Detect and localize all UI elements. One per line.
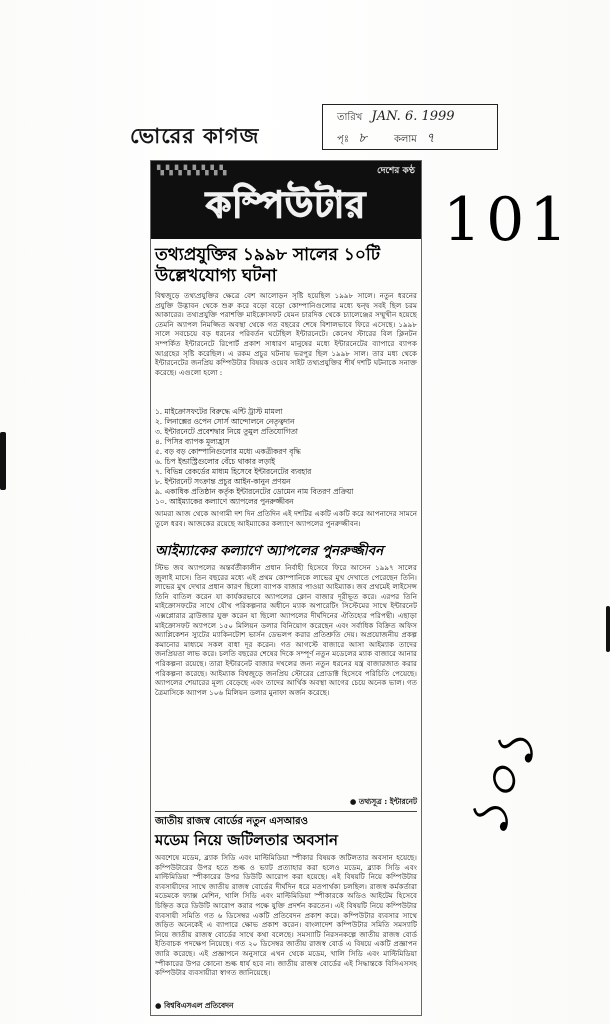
article3-kicker: জাতীয় রাজস্ব বোর্ডের নতুন এসআরও [155, 816, 309, 827]
archive-stamp [322, 104, 498, 150]
stamp-date-row [337, 109, 455, 127]
stamp-column-value: ৭ [426, 131, 435, 146]
list-item: ৬. চিপ ইন্ডাস্ট্রিগুলোর বেঁচে থাকার লড়াই [155, 457, 276, 466]
list-item: ৩. ইন্টারনেটে প্রবেশদ্বার নিয়ে তুমুল প্রতিযোগিতা [155, 427, 298, 436]
stamp-page-value: ৮ [358, 131, 367, 146]
handwritten-archive-number-bengali: ১০১ [453, 721, 552, 846]
article1-outro: আমরা আজ থেকে আগামী দশ দিন প্রতিদিন এই দশটির একটি একটি করে আপনাদের সামনে তুলে ধরব। আজকের রয়েছে আইম্যাকের কল্যাণে অ্যাপলের পুনরুজ্জীবন। [155, 509, 417, 528]
article2-source: ● তথ্যসূত্র : ইন্টারনেট [349, 797, 417, 806]
newspaper-name: ভোরের কাগজ [130, 123, 260, 148]
list-item: ৪. পিসির ব্যাপক মূল্যহ্রাস [155, 437, 230, 446]
list-item: ১. মাইক্রোসফটের বিরুদ্ধে এন্টি ট্রাস্ট মামলা [155, 407, 283, 416]
article1-headline: তথ্যপ্রযুক্তির ১৯৯৮ সালের ১০টি উল্লেখযোগ্য ঘটনা [155, 245, 381, 286]
stamp-page-label: পৃঃ [337, 134, 350, 145]
stamp-page-row [337, 129, 434, 150]
article1-intro: বিশ্বজুড়ে তথ্যপ্রযুক্তির ক্ষেত্রে বেশ আলোড়ন সৃষ্টি হয়েছিল ১৯৯৮ সালে। নতুন ধরনের প্রযুক্তি উদ্ভাবন থেকে শুরু করে বড়ো বড়ো কোম্পানিগুলোর মধ্যে দ্বন্দ্ব সবই ছিল চরম আকারের। তথ্যপ্রযুক্তি পরাশক্তি মাইক্রোসফট যেমন চারদিক থেকে চ্যালেঞ্জের সম্মুখীন হয়েছে তেমনি অ্যাপল নিমজ্জিত অবস্থা থেকে গত বছরের শেষে বিশালভাবে ফিরে এসেছে। ১৯৯৮ সালে সবচেয়ে বড় ধরনের পরিবর্তন ঘটেছিল ইন্টারনেটে। কেনেথ স্টারের বিল ক্লিনটন সম্পর্কিত ইন্টারনেটে রিপোর্ট প্রকাশ সাধারণ মানুষের মধ্যে ইন্টারনেটের ব্যাপারে ব্যাপক আগ্রহের সৃষ্টি করেছিল। এ রকম প্রচুর ঘটনায় ভরপুর ছিল ১৯৯৮ সাল। তার মধ্য থেকে ইন্টারনেটের জনপ্রিয় কম্পিউটার বিষয়ক ওয়েব সাইট তথ্যপ্রযুক্তির শীর্ষ দশটি ঘটনাকে সনাক্ত করেছে। এগুলো হলো : [155, 291, 417, 377]
binding-mark-right [606, 606, 610, 652]
article-clipping [150, 160, 422, 1016]
list-item: ৫. বড় বড় কোম্পানিগুলোর মধ্যে একত্রীকরণ বৃদ্ধি [155, 447, 301, 456]
list-item: ৭. বিভিন্ন রেকর্ডের মাধ্যম হিসেবে ইন্টারনেটের ব্যবহার [155, 467, 312, 476]
article2-headline: আইম্যাকের কল্যাণে অ্যাপলের পুনরুজ্জীবন [155, 543, 384, 559]
stamp-date-label: তারিখ [337, 112, 363, 123]
top-ten-list [155, 407, 417, 507]
list-item: ২. লিনাক্সের ওপেন সোর্স আন্দোলনে নেতৃত্বদান [155, 417, 295, 426]
binding-mark-left [0, 432, 6, 490]
article3-body: অবশেষে মডেম, ব্ল্যাক সিডি এবং মাল্টিমিডিয়া স্পীকার বিষয়ক জটিলতার অবসান হয়েছে। কম্পিউটারের উপর হতে শুল্ক ও ভ্যাট প্রত্যাহার করা হলেও মডেম, ব্ল্যাক সিডি এবং মাল্টিমিডিয়া স্পীকারের উপর ডিউটি আরোপ করা হয়েছে। এই বিষয়টি নিয়ে কম্পিউটার ব্যবসায়ীদের সাথে জাতীয় রাজস্ব বোর্ডের দীর্ঘদিন ধরে মতপার্থক্য চলছিল। রাজস্ব কর্মকর্তারা মডেমকে ফ্যাক্স মেশিন, খালি সিডি এবং মাল্টিমিডিয়া স্পীকারকে অডিও আইটেম হিসেবে চিহ্নিত করে ডিউটি আরোপ করার পক্ষে যুক্তি প্রদর্শন করতেন। এই বিষয়টি নিয়ে কম্পিউটার ব্যবসায়ী সমিতি গত ৬ ডিসেম্বর একটি প্রতিবেদন প্রকাশ করে। কম্পিউটার ব্যবসার সাথে জড়িত অনেকেই এ ব্যাপারে ক্ষোভ প্রকাশ করেন। বাংলাদেশ কম্পিউটার সমিতি সমস্যাটি নিয়ে জাতীয় রাজস্ব বোর্ডের সাথে কথা বলেছে। সমস্যাটি নিরসনকল্পে জাতীয় রাজস্ব বোর্ড ইতিবাচক পদক্ষেপ নিয়েছে। গত ২০ ডিসেম্বর জাতীয় রাজস্ব বোর্ড এ বিষয়ে একটি প্রজ্ঞাপন জারি করেছে। এই প্রজ্ঞাপনে অনুসারে এখন থেকে মডেম, খালি সিডি এবং মাল্টিমিডিয়া স্পীকারের উপর কোনো শুল্ক ধার্য হবে না। জাতীয় রাজস্ব বোর্ডের এই সিদ্ধান্তকে বিসিএসসহ কম্পিউটার ব্যবসায়ীরা স্বাগত জানিয়েছে। [155, 853, 417, 978]
list-item: ১০. আইম্যাকের কল্যাণে অ্যাপলের পুনরুজ্জীবন [155, 497, 294, 506]
masthead-pattern: ▚▚▚▚▚▚▚▚ [157, 165, 229, 176]
masthead-tagline: দেশের কণ্ঠ [377, 166, 415, 176]
article2-body: স্টিভ জব অ্যাপলের অন্তর্বর্তীকালীন প্রধান নির্বাহী হিসেবে ফিরে আসেন ১৯৯৭ সালের জুলাই মাসে। তিন বছরের মধ্যে এই প্রথম কোম্পানিকে লাভের মুখ দেখাতে পেরেছেন তিনি। লাভের মুখ দেখার প্রধান কারণ ছিলো ব্যাপক বাজার পাওয়া আইম্যাক। জব প্রথমেই লাইসেন্স তিনি বাতিল করেন যা কার্যকরভাবে অ্যাপলের ক্লোন বাজার দূরীভূত করে। এরপর তিনি মাইক্রোসফটের সাথে যৌথ পরিকল্পনার অধীনে ম্যাক অপারেটিং সিস্টেমের সাথে ইন্টারনেট এক্সপ্লোরার ব্রাউজার যুক্ত করেন যা ছিলো অ্যাপলের দীর্ঘদিনের ঐতিহ্যের পরিপন্থী। এছাড়া মাইক্রোসফট অ্যাপলে ১৫০ মিলিয়ন ডলার বিনিয়োগ করেছেন এবং সর্বাধিক বিক্রিত অফিস অ্যাপ্লিকেশন স্যুটের ম্যাকিনটোশ ভার্সন ডেভলপ করার প্রতিশ্রুতি দেয়। অপ্রয়োজনীয় প্রকল্প কমানোর মাধ্যমে সকল বাধা দূর করেন। গত আগস্টে বাজারে আসা আইম্যাক তাদের জনপ্রিয়তা লাভ করে। চলতি বছরের শেষের দিকে সম্পূর্ণ নতুন মডেলের ম্যাক বাজারে আনার পরিকল্পনা রয়েছে। তারা ইন্টারনেট বাজার দখলের জন্য নতুন ধরনের যন্ত্র বাজারজাত করার পরিকল্পনা করেছে। আইম্যাক বিশ্বজুড়ে জনপ্রিয় স্টোরের প্রোডাক্ট হিসেবে পরিচিতি পেয়েছে। অ্যাপলের শেয়ারের মূল্য বেড়েছে এবং তাদের আর্থিক অবস্থা আগের চেয়ে অনেক ভাল। গত ত্রৈমাসিকে অ্যাপল ১০৬ মিলিয়ন ডলার মুনাফা অর্জন করেছে। [155, 563, 417, 697]
stamp-column-label: কলাম [393, 134, 417, 145]
section-masthead [151, 161, 421, 239]
list-item: ৮. ইন্টারনেট সংক্রান্ত প্রচুর আইন-কানুন প্রণয়ন [155, 477, 291, 486]
list-item: ৯. একাধিক প্রতিষ্ঠান কর্তৃক ইন্টারনেটের ডোমেন নাম বিতরণ প্রক্রিয়া [155, 487, 354, 496]
article3-signature: ● বিশ্ববিএসএল প্রতিবেদন [155, 1001, 234, 1010]
masthead-title: কম্পিউটার [205, 185, 367, 226]
stamp-date-value: JAN. 6. 1999 [371, 109, 455, 124]
article-divider [155, 811, 417, 812]
masthead-top-bar [157, 164, 415, 177]
article3-headline: মডেম নিয়ে জটিলতার অবসান [155, 831, 338, 849]
handwritten-archive-number: 101 [443, 185, 573, 255]
